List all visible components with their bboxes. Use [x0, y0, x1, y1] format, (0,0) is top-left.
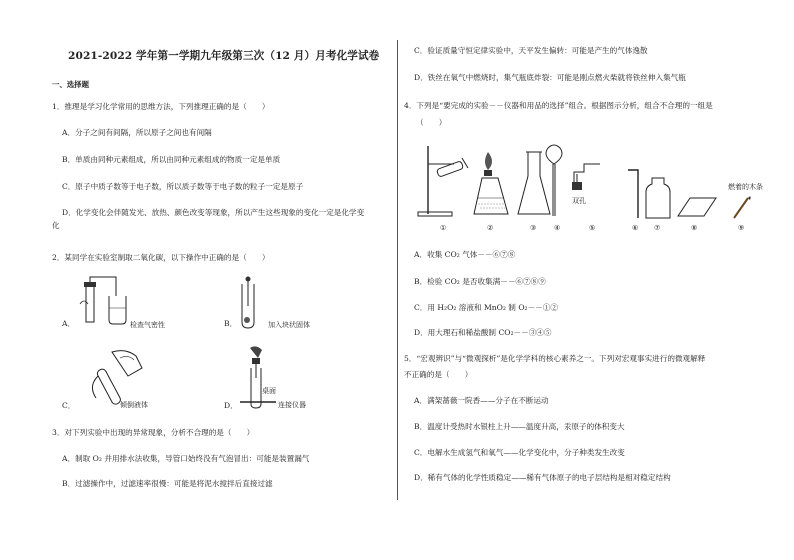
- exam-title: 2021-2022 学年第一学期九年级第三次（12 月）月考化学试卷: [68, 50, 380, 62]
- q1-option-b: B．单质由同种元素组成，所以由同种元素组成的物质一定是单质: [62, 155, 281, 164]
- q2-option-b-letter: B．: [224, 319, 238, 328]
- section-heading: 一、选择题: [52, 80, 89, 89]
- q3-stem: 3．对下列实验中出现的异常现象，分析不合理的是（ ）: [52, 428, 255, 437]
- apparatus-num-6: ⑥: [632, 224, 639, 232]
- q2-option-d-caption: 连接仪器: [278, 401, 306, 409]
- q4-option-a: A．收集 CO₂ 气体－－⑥⑦⑧: [414, 250, 516, 259]
- apparatus-num-9: ⑨: [738, 224, 745, 232]
- q1-option-c: C．原子中质子数等于电子数，所以质子数等于电子数的粒子一定是原子: [62, 182, 304, 191]
- q2-option-c-caption: 倾倒液体: [120, 401, 148, 409]
- q4-option-c: C．用 H₂O₂ 溶液和 MnO₂ 制 O₂－－①②: [414, 303, 558, 312]
- q4-stem-paren: （ ）: [416, 118, 447, 127]
- gas-jar-figure: [644, 176, 672, 220]
- burning-stick-figure: [730, 194, 754, 222]
- q2-option-a-letter: A．: [62, 319, 76, 328]
- airtight-check-figure: [76, 274, 132, 330]
- apparatus-num-5: ⑤: [589, 224, 596, 232]
- q2-stem: 2．某同学在实验室制取二氧化碳，以下操作中正确的是（ ）: [52, 253, 270, 262]
- long-neck-funnel-figure: [540, 140, 568, 220]
- q5-option-b: B．温度计受热时水银柱上升——温度升高，汞原子的体积变大: [414, 422, 625, 431]
- q1-option-a: A．分子之间有间隔，所以原子之间也有间隔: [62, 128, 212, 137]
- q5-stem: 5．“宏观辨识”与“微观探析”是化学学科的核心素养之一。下列对宏观事实进行的微观解释: [404, 354, 706, 363]
- apparatus-num-3: ③: [530, 224, 537, 232]
- apparatus-num-4: ④: [554, 224, 561, 232]
- q1-option-d: D．化学变化会伴随发光、放热、颜色改变等现象，所以产生这些现象的变化一定是化学变: [62, 208, 365, 217]
- q5-option-d: D．稀有气体的化学性质稳定——稀有气体原子的电子层结构是相对稳定结构: [414, 473, 671, 482]
- q3-option-d: D．铁丝在氧气中燃烧时，集气瓶底炸裂：可能是刚点燃火柴就将铁丝伸入集气瓶: [414, 73, 686, 82]
- q2-option-b-caption: 加入块状固体: [268, 321, 310, 329]
- apparatus-num-2: ②: [487, 224, 494, 232]
- q1-stem: 1．推理是学习化学常用的思维方法，下列推理正确的是（ ）: [52, 102, 270, 111]
- alcohol-lamp-figure: [468, 148, 516, 220]
- q3-option-c: C．验证质量守恒定律实验中，天平发生偏转：可能是产生的气体逸散: [414, 46, 648, 55]
- glass-tube-figure: [624, 168, 644, 220]
- add-solid-figure: [236, 276, 260, 330]
- q2-option-c-letter: C．: [62, 401, 76, 410]
- glass-plate-figure: [676, 196, 718, 218]
- q5-option-c: C．电解水生成氢气和氧气——化学变化中，分子种类发生改变: [414, 448, 625, 457]
- two-hole-label: 双孔: [572, 197, 586, 205]
- q4-stem: 4．下列是“要完成的实验－－仪器和用品的选择”组合。根据图示分析，组合不合理的一组是: [404, 101, 713, 110]
- q4-option-d: D．用大理石和稀盐酸制 CO₂－－③④⑤: [414, 328, 552, 337]
- connect-apparatus-figure: [236, 344, 282, 410]
- apparatus-num-7: ⑦: [654, 224, 661, 232]
- q3-option-b: B．过滤操作中，过滤速率很慢：可能是将泥水搅拌后直接过滤: [62, 479, 273, 488]
- q5-option-a: A．满架蔷薇一院香——分子在不断运动: [414, 396, 549, 405]
- q2-option-d-letter: D．: [224, 401, 238, 410]
- q4-option-b: B．检验 CO₂ 是否收集满－－⑥⑦⑧⑨: [414, 277, 546, 286]
- column-divider: [397, 40, 398, 500]
- iron-stand-figure: [414, 140, 470, 220]
- q5-stem-cont: 不正确的是（ ）: [404, 370, 473, 379]
- apparatus-num-8: ⑧: [691, 224, 698, 232]
- apparatus-num-1: ①: [440, 224, 447, 232]
- two-hole-stopper-figure: [566, 160, 604, 196]
- q1-option-d-cont: 化: [52, 221, 60, 230]
- q2-option-a-caption: 检查气密性: [130, 321, 165, 329]
- q2-option-d-tag: 桌面: [262, 387, 276, 395]
- q3-option-a: A．制取 O₂ 并用排水法收集，导管口始终没有气泡冒出：可能是装置漏气: [62, 454, 310, 463]
- burning-stick-label: 燃着的木条: [728, 183, 763, 191]
